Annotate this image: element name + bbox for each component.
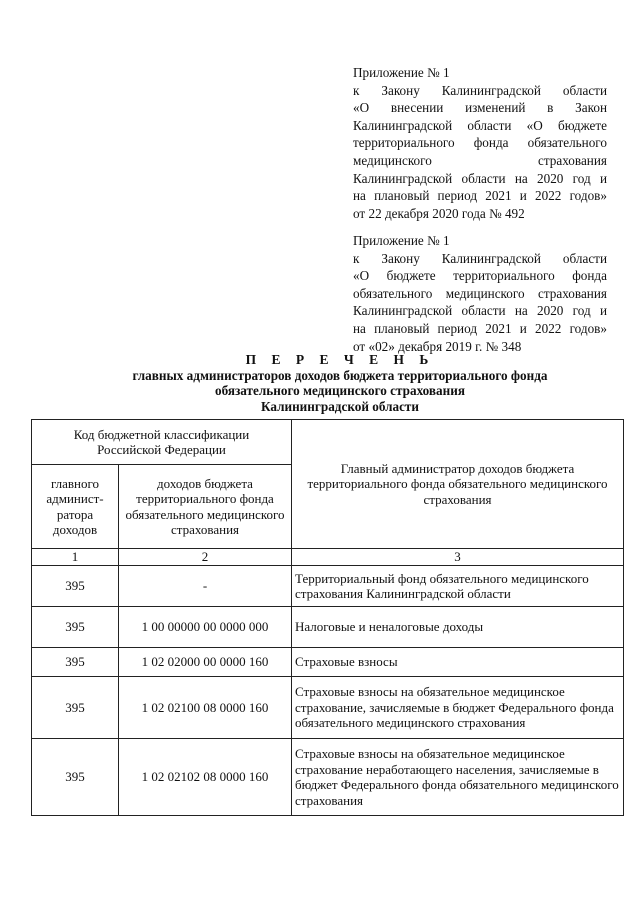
- appendix-line: Калининградской области «О бюджете: [353, 117, 607, 133]
- budget-code-header: Код бюджетной классификации Российской Федерации: [32, 420, 292, 465]
- appendix-line: обязательного медицинского страхования: [353, 285, 607, 301]
- table-row: [32, 607, 624, 648]
- appendix-line: «О бюджете территориального фонда: [353, 268, 607, 284]
- document-title: П Е Р Е Ч Е Н Ь: [245, 352, 435, 367]
- column-number: 3: [292, 549, 624, 566]
- admin-code-cell: 395: [32, 739, 119, 816]
- table-header-row: [32, 420, 624, 465]
- admin-name-header: Главный администратор доходов бюджета территориального фонда обязательного медицинского страхования: [292, 420, 624, 549]
- admin-code-cell: 395: [32, 566, 119, 607]
- income-code-cell: 1 02 02100 08 0000 160: [119, 677, 292, 739]
- admin-name-cell: Страховые взносы на обязательное медицинское страхование, зачисляемые в бюджет Федерального фонда обязательного медицинского страхования: [292, 677, 624, 739]
- admin-code-header: главного админист-ратора доходов: [32, 465, 119, 549]
- appendix-line: от «02» декабря 2019 г. № 348: [353, 338, 522, 354]
- document-subtitle-line: Калининградской области: [260, 398, 420, 414]
- admin-code-cell: 395: [32, 648, 119, 677]
- appendix-line: к Закону Калининградской области: [353, 250, 607, 266]
- income-code-cell: -: [119, 566, 292, 607]
- table-row: [32, 648, 624, 677]
- column-number: 1: [32, 549, 119, 566]
- admin-code-cell: 395: [32, 607, 119, 648]
- admin-name-cell: Территориальный фонд обязательного медицинского страхования Калининградской области: [292, 566, 624, 607]
- income-code-cell: 1 02 02000 00 0000 160: [119, 648, 292, 677]
- document-subtitle-line: главных администраторов доходов бюджета территориального фонда: [132, 367, 548, 383]
- appendix-line: на плановый период 2021 и 2022 годов»: [353, 188, 607, 204]
- appendix-line: Приложение № 1: [353, 233, 450, 248]
- appendix-line: Приложение № 1: [353, 65, 450, 80]
- appendix-line: территориального фонда обязательного: [353, 135, 607, 151]
- admin-name-cell: Страховые взносы: [292, 648, 624, 677]
- admin-name-cell: Налоговые и неналоговые доходы: [292, 607, 624, 648]
- appendix-line: к Закону Калининградской области: [353, 82, 607, 98]
- table-row: [32, 677, 624, 739]
- document-subtitle-line: обязательного медицинского страхования: [215, 383, 465, 399]
- appendix-line: на плановый период 2021 и 2022 годов»: [353, 320, 607, 336]
- appendix-line: Калининградской области на 2020 год и: [353, 303, 607, 319]
- document-heading: [60, 352, 620, 414]
- table-row: [32, 739, 624, 816]
- column-number-row: [32, 549, 624, 566]
- income-code-cell: 1 00 00000 00 0000 000: [119, 607, 292, 648]
- income-code-header: доходов бюджета территориального фонда обязательного медицинского страхования: [119, 465, 292, 549]
- administrators-table: [31, 419, 624, 816]
- table-row: [32, 566, 624, 607]
- column-number: 2: [119, 549, 292, 566]
- admin-name-cell: Страховые взносы на обязательное медицинское страхование неработающего населения, зачисляемые в бюджет Федерального фонда обязательного медицинского страхования: [292, 739, 624, 816]
- admin-code-cell: 395: [32, 677, 119, 739]
- appendix-line: «О внесении изменений в Закон: [353, 100, 607, 116]
- appendix-line: Калининградской области на 2020 год и: [353, 170, 607, 186]
- appendix-current-law: [353, 64, 607, 222]
- appendix-original-law: [353, 232, 607, 355]
- income-code-cell: 1 02 02102 08 0000 160: [119, 739, 292, 816]
- appendix-line: медицинского страхования: [353, 152, 607, 168]
- appendix-line: от 22 декабря 2020 года № 492: [353, 205, 525, 221]
